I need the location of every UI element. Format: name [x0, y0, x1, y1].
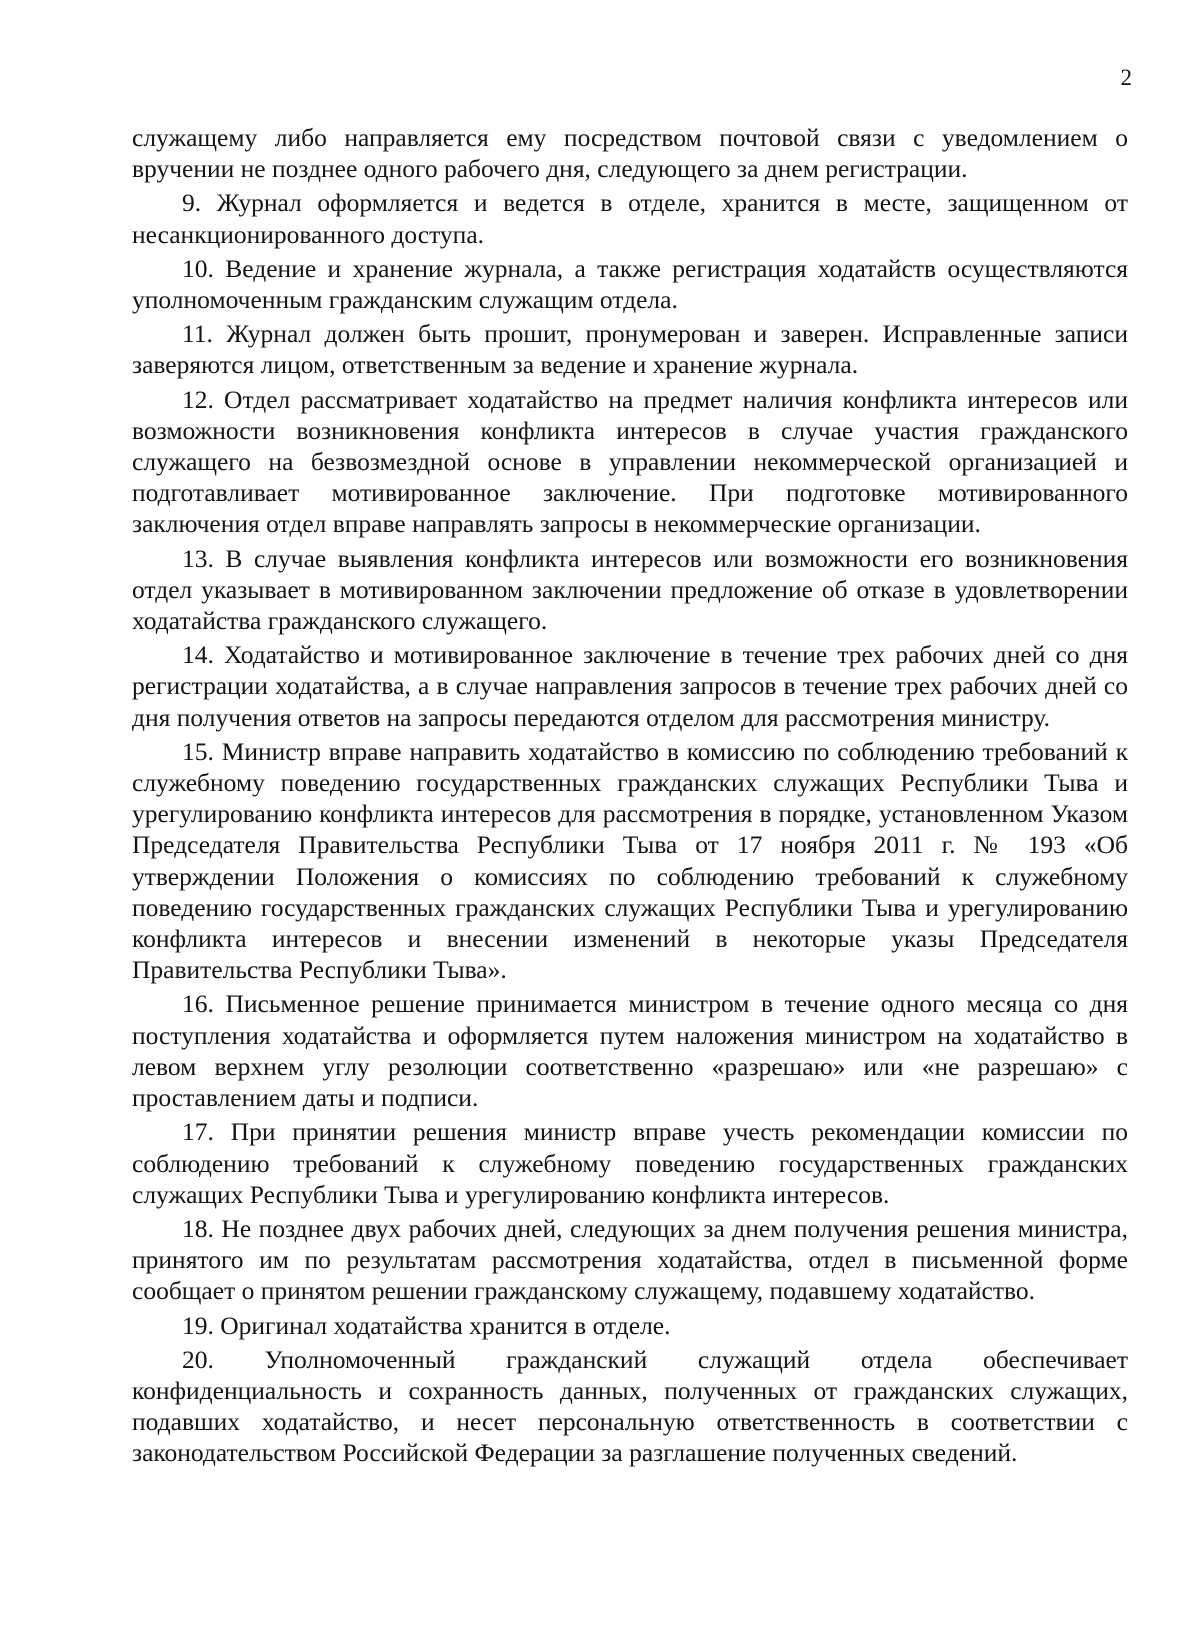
paragraph-item-10: 10. Ведение и хранение журнала, а также регистрация ходатайств осуществляются уполномоченным гражданским служащим отдела. [132, 253, 1128, 315]
document-body [132, 122, 1128, 1472]
paragraph-item-18: 18. Не позднее двух рабочих дней, следующих за днем получения решения министра, принятого им по результатам рассмотрения ходатайства, отдел в письменной форме сообщает о принятом решении гражданскому служащему, подавшему ходатайство. [132, 1213, 1128, 1306]
paragraph-item-17: 17. При принятии решения министр вправе учесть рекомендации комиссии по соблюдению требований к служебному поведению государственных гражданских служащих Республики Тыва и урегулированию конфликта интересов. [132, 1117, 1128, 1209]
page-number: 2 [1120, 65, 1132, 90]
paragraph-item-11: 11. Журнал должен быть прошит, пронумерован и заверен. Исправленные записи заверяются лицом, ответственным за ведение и хранение журнала. [132, 319, 1128, 380]
paragraph-continued: служащему либо направляется ему посредством почтовой связи с уведомлением о вручении не позднее одного рабочего дня, следующего за днем регистрации. [132, 123, 1128, 184]
paragraph-item-16: 16. Письменное решение принимается министром в течение одного месяца со дня поступления ходатайства и оформляется путем наложения министром на ходатайство в левом верхнем углу резолюции соответственно «разрешаю» или «не разрешаю» с проставлением даты и подписи. [132, 989, 1128, 1113]
paragraph-item-19: 19. Оригинал ходатайства хранится в отделе. [182, 1310, 671, 1340]
paragraph-item-13: 13. В случае выявления конфликта интересов или возможности его возникновения отдел указывает в мотивированном заключении предложение об отказе в удовлетворении ходатайства гражданского служащего. [132, 543, 1128, 636]
paragraph-item-15: 15. Министр вправе направить ходатайство в комиссию по соблюдению требований к служебному поведению государственных гражданских служащих Республики Тыва и урегулированию конфликта интересов для рассмотрения в порядке, установленном Указом Председателя Правительства Республики Тыва от 17 ноября 2011 г. № 193 «Об утверждении Положения о комиссиях по соблюдению требований к служебному поведению государственных гражданских служащих Республики Тыва и урегулированию конфликта интересов и внесении изменений в некоторые указы Председателя Правительства Республики Тыва». [132, 736, 1128, 985]
paragraph-item-20: 20. Уполномоченный гражданский служащий отдела обеспечивает конфиденциальность и сохранность данных, полученных от гражданских служащих, подавших ходатайство, и несет персональную ответственность в соответствии с законодательством Российской Федерации за разглашение полученных сведений. [132, 1344, 1128, 1468]
paragraph-item-12: 12. Отдел рассматривает ходатайство на предмет наличия конфликта интересов или возможности возникновения конфликта интересов в случае участия гражданского служащего на безвозмездной основе в управлении некоммерческой организацией и подготавливает мотивированное заключение. При подготовке мотивированного заключения отдел вправе направлять запросы в некоммерческие организации. [132, 384, 1128, 539]
paragraph-item-14: 14. Ходатайство и мотивированное заключение в течение трех рабочих дней со дня регистрации ходатайства, а в случае направления запросов в течение трех рабочих дней со дня получения ответов на запросы передаются отделом для рассмотрения министру. [132, 640, 1128, 732]
paragraph-item-9: 9. Журнал оформляется и ведется в отделе, хранится в месте, защищенном от несанкционированного доступа. [132, 188, 1128, 249]
